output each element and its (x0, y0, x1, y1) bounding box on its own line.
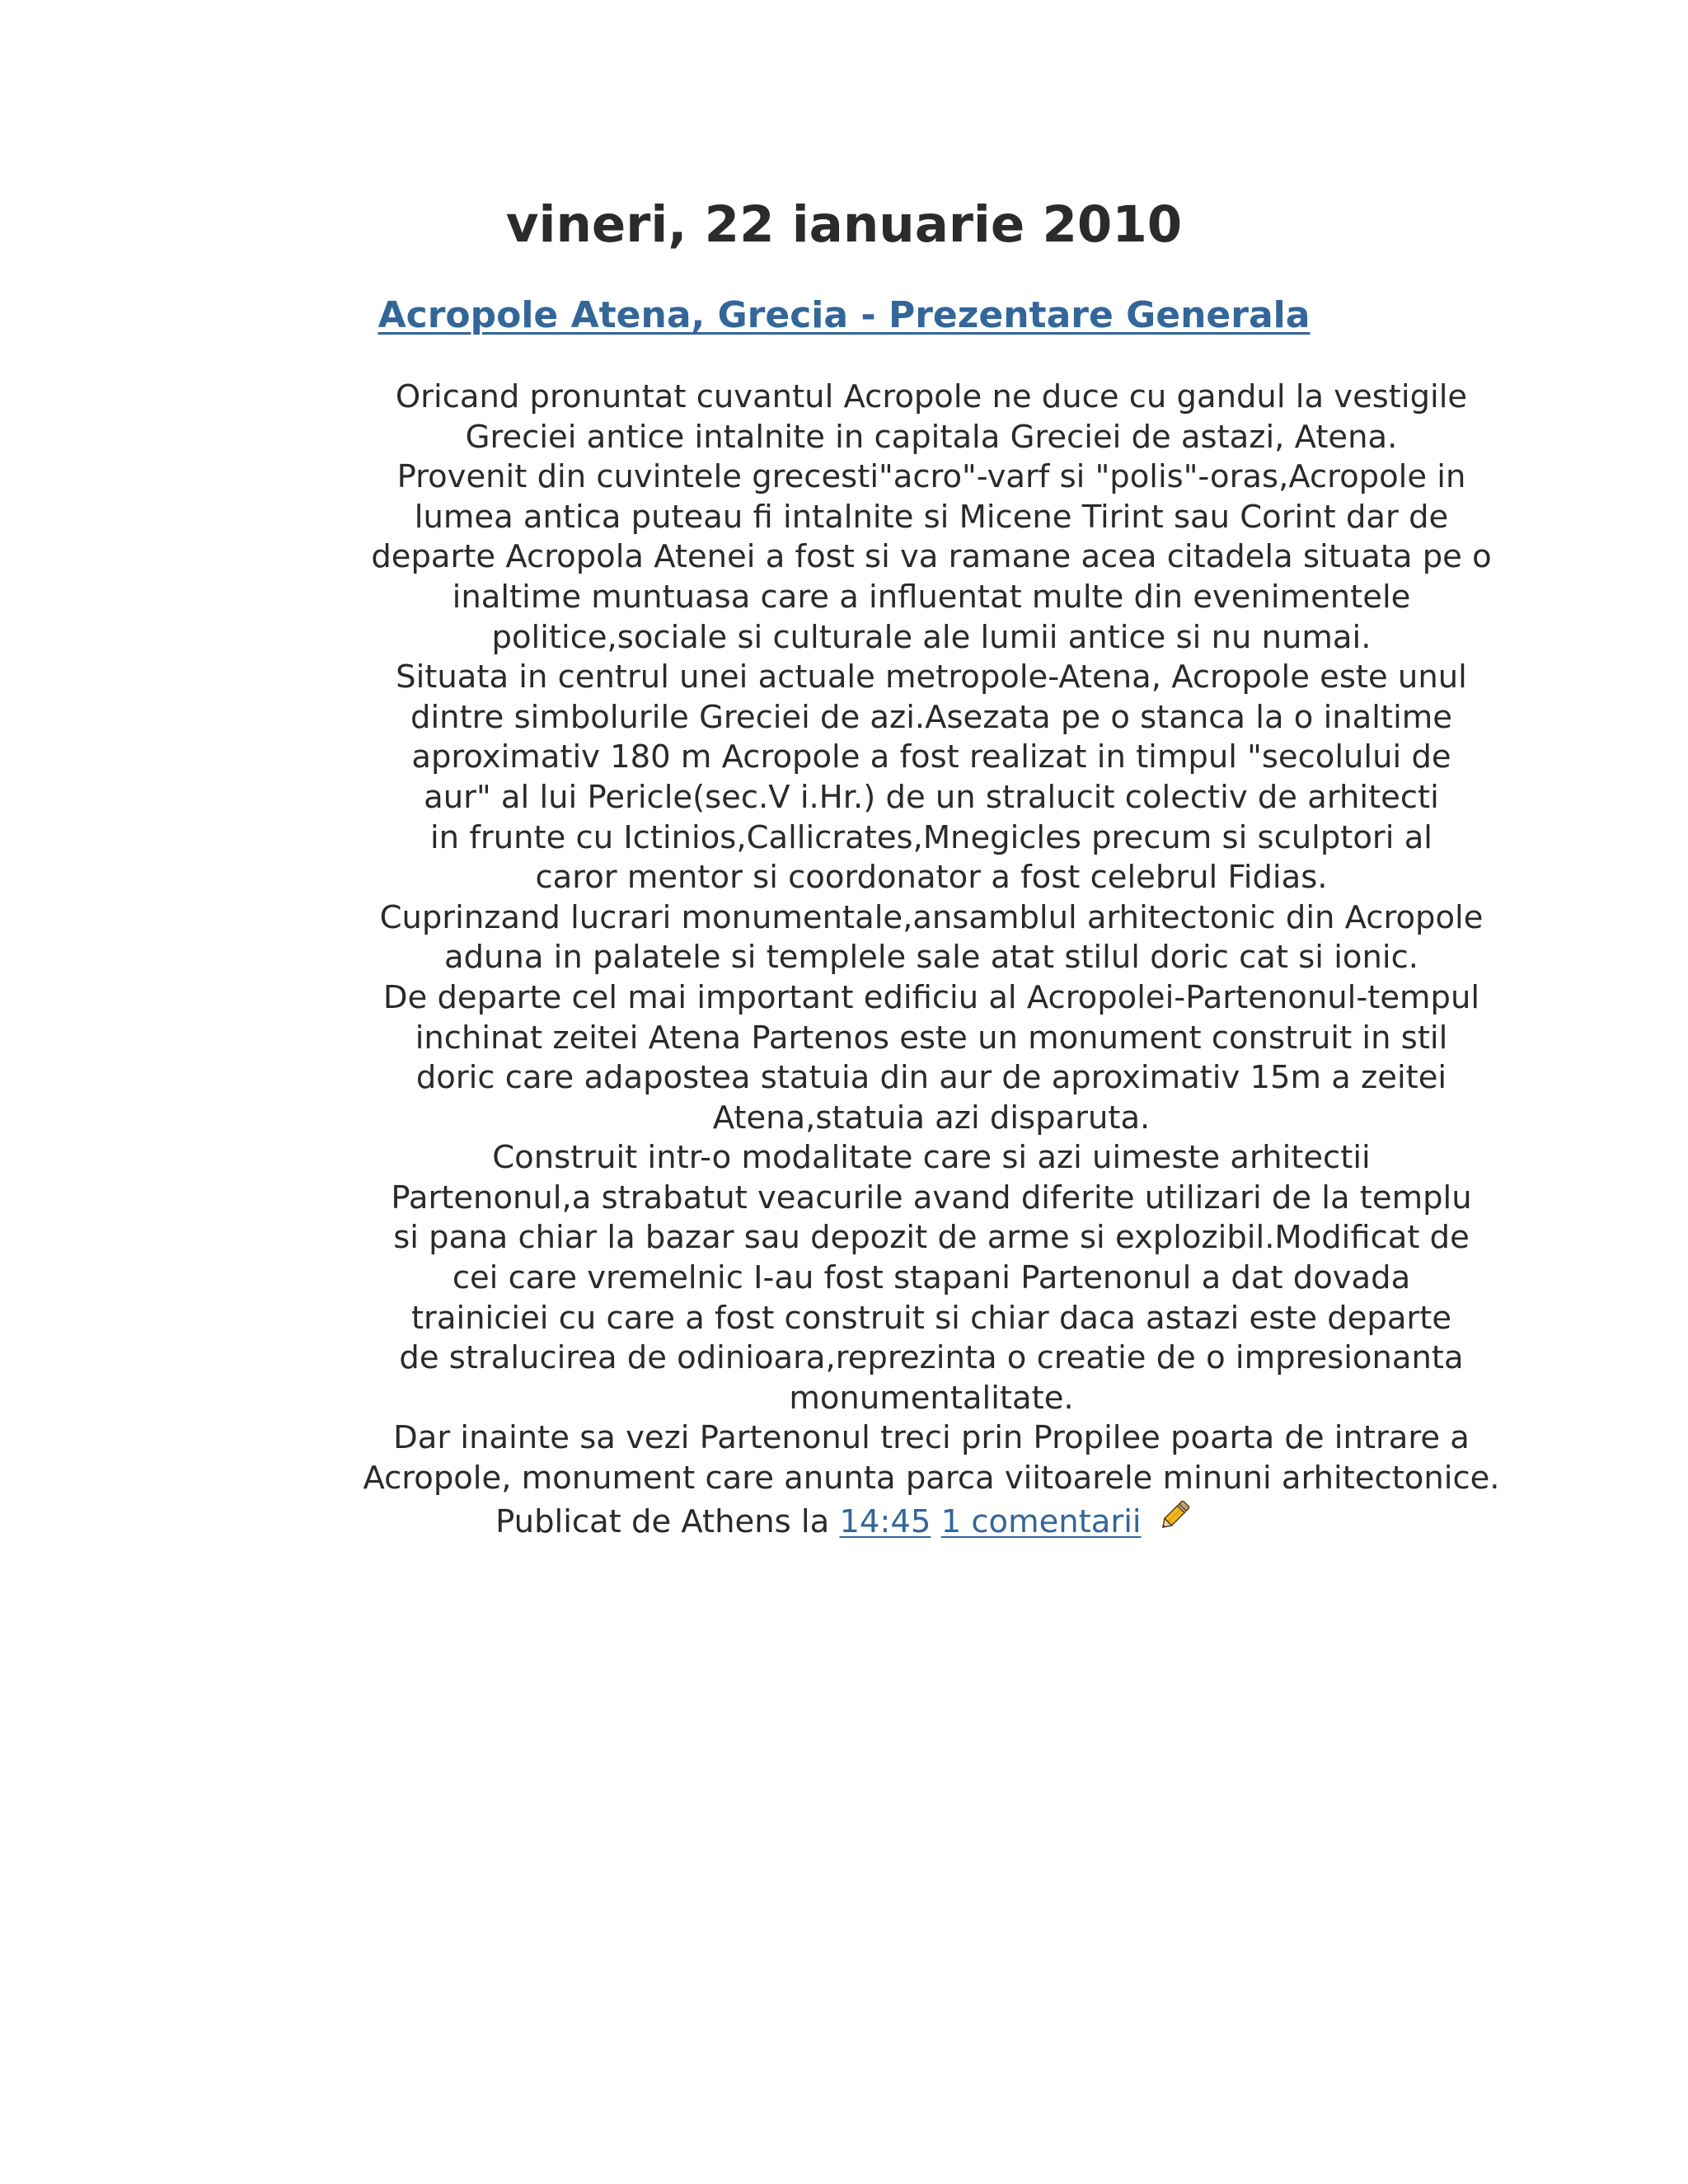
pencil-icon[interactable] (1156, 1497, 1193, 1534)
post-body (313, 377, 1550, 1499)
post-body-line: cei care vremelnic I-au fost stapani Partenonul a dat dovada (452, 1259, 1411, 1297)
post-body-line: de stralucirea de odinioara,reprezinta o creatie de o impresionanta (399, 1339, 1464, 1377)
post-body-line: departe Acropola Atenei a fost si va ramane acea citadela situata pe o (371, 538, 1492, 576)
post-body-line: Cuprinzand lucrari monumentale,ansamblul arhitectonic din Acropole (379, 898, 1484, 936)
post-body-line: dintre simbolurile Greciei de azi.Asezata pe o stanca la o inaltime (410, 698, 1452, 736)
post-body-line: trainiciei cu care a fost construit si chiar daca astazi este departe (410, 1299, 1452, 1337)
post-body-line: si pana chiar la bazar sau depozit de arme si explozibil.Modificat de (393, 1219, 1470, 1257)
post-body-line: Dar inainte sa vezi Partenonul treci prin Propilee poarta de intrare a (393, 1419, 1470, 1457)
post-body-line: Atena,statuia azi disparuta. (712, 1099, 1151, 1137)
pencil-icon-svg (1156, 1497, 1193, 1534)
post-body-line: aproximativ 180 m Acropole a fost realizat in timpul "secolului de (411, 738, 1451, 776)
post-title-link[interactable]: Acropole Atena, Grecia - Prezentare Generala (377, 294, 1311, 336)
post-body-line: Situata in centrul unei actuale metropole-Atena, Acropole este unul (396, 658, 1467, 696)
post-body-line: politice,sociale si culturale ale lumii antice si nu numai. (491, 618, 1372, 656)
post-body-line: Provenit din cuvintele grecesti"acro"-varf si "polis"-oras,Acropole in (396, 458, 1466, 496)
post-body-line: Acropole, monument care anunta parca viitoarele minuni arhitectonice. (363, 1460, 1500, 1497)
published-by-text: Publicat de Athens la (495, 1503, 840, 1540)
comments-link[interactable]: 1 comentarii (940, 1503, 1142, 1540)
post-body-line: in frunte cu Ictinios,Callicrates,Mnegicles precum si sculptori al (429, 818, 1432, 856)
post-body-line: inaltime muntuasa care a influentat multe din evenimentele (452, 578, 1411, 616)
post-body-line: caror mentor si coordonator a fost celebrul Fidias. (535, 859, 1328, 897)
post-body-line: inchinat zeitei Atena Partenos este un monument construit in stil (415, 1019, 1448, 1057)
post-footer (0, 1497, 1688, 1544)
post-body-line: aduna in palatele si templele sale atat stilul doric cat si ionic. (444, 939, 1418, 977)
post-body-line: doric care adapostea statuia din aur de aproximativ 15m a zeitei (415, 1059, 1447, 1097)
post-body-line: Oricand pronuntat cuvantul Acropole ne duce cu gandul la vestigile (395, 378, 1468, 415)
post-body-line: lumea antica puteau fi intalnite si Micene Tirint sau Corint dar de (414, 498, 1449, 536)
post-body-line: Partenonul,a strabatut veacurile avand diferite utilizari de la templu (391, 1179, 1472, 1216)
post-body-line: De departe cel mai important edificiu al Acropolei-Partenonul-tempul (382, 978, 1480, 1016)
post-title (0, 291, 1688, 340)
post-body-line: monumentalitate. (789, 1379, 1074, 1417)
post-time-link[interactable]: 14:45 (839, 1503, 931, 1540)
date-header: vineri, 22 ianuarie 2010 (505, 195, 1183, 254)
post-body-line: Construit intr-o modalitate care si azi uimeste arhitectii (492, 1139, 1371, 1177)
post-body-line: Greciei antice intalnite in capitala Greciei de astazi, Atena. (465, 418, 1398, 456)
post-body-line: aur" al lui Pericle(sec.V i.Hr.) de un stralucit colectiv de arhitecti (424, 778, 1439, 816)
